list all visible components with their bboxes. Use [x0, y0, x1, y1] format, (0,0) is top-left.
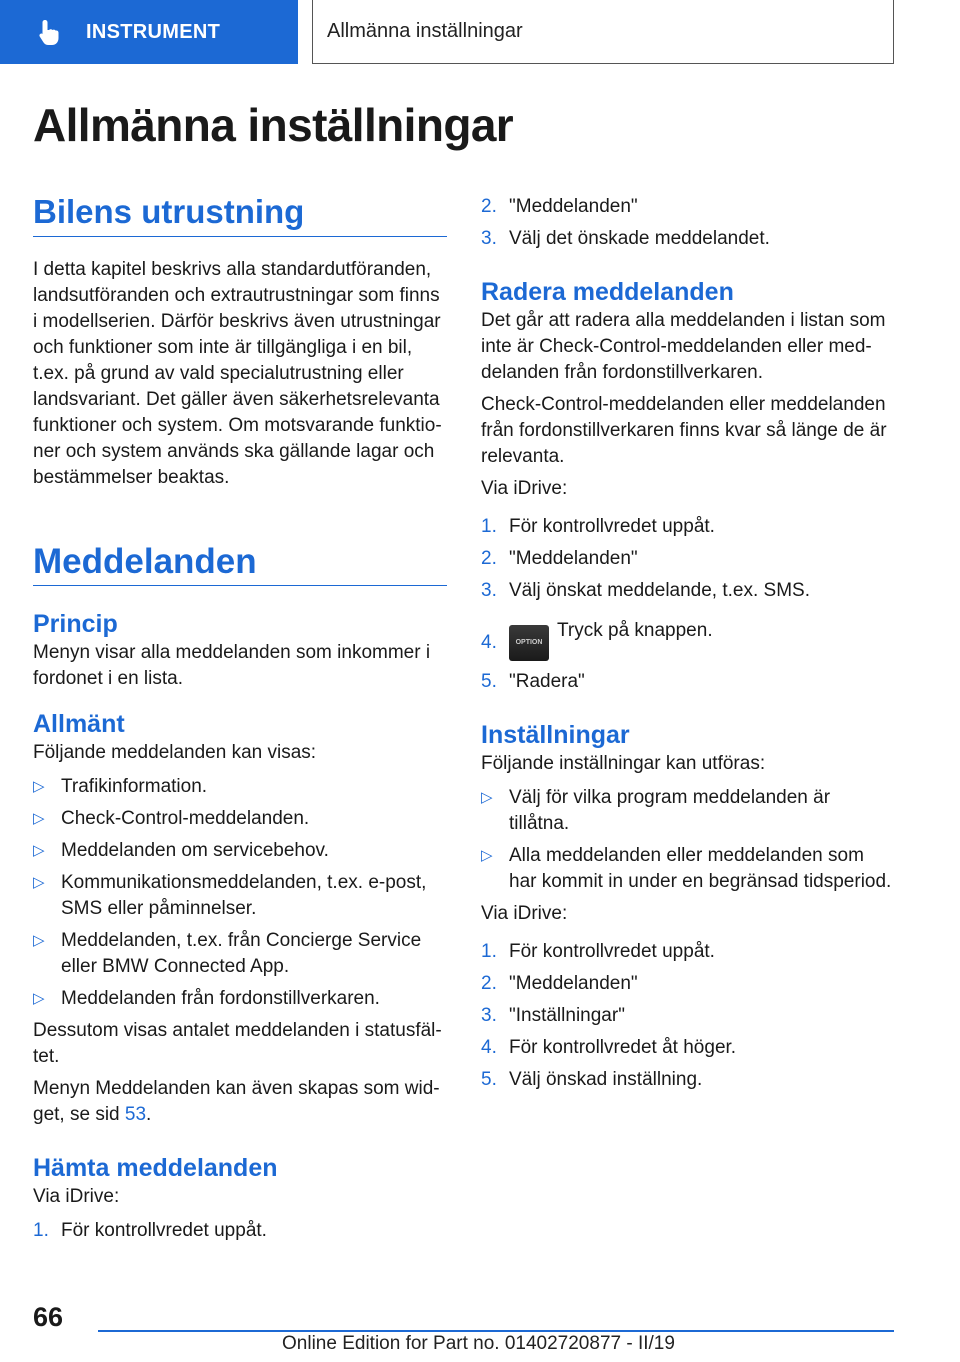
list-item: 4. OPTIONTryck på knappen.	[481, 618, 895, 661]
triangle-bullet-icon: ▷	[481, 847, 493, 864]
header-section-box	[312, 0, 894, 64]
heading-hamta-meddelanden: Hämta meddelanden	[33, 1154, 278, 1182]
left-column	[33, 190, 447, 1244]
radera-steps	[481, 514, 895, 695]
list-item: ▷ Välj för vilka program meddelanden är tillåtna.	[481, 787, 831, 834]
triangle-bullet-icon: ▷	[33, 810, 45, 827]
list-item: 1. För kontrollvredet uppåt.	[481, 516, 715, 537]
list-item: 4. För kontrollvredet åt höger.	[481, 1037, 737, 1058]
triangle-bullet-icon: ▷	[33, 990, 45, 1007]
list-item: ▷ Meddelanden från fordonstillverkaren.	[33, 986, 447, 1012]
list-item: 5. Välj önskad inställning.	[481, 1069, 703, 1090]
radera-p2: Check-Control-meddelanden eller meddelanden från fordonstillverkaren finns kvar så länge de är relevanta.	[481, 394, 887, 467]
statusfalt-text: Dessutom visas antalet meddelanden i statusfältet.	[33, 1020, 442, 1067]
list-item: 3. Välj det önskade meddelandet.	[481, 228, 770, 249]
hamta-steps	[33, 1218, 447, 1244]
footer-divider	[98, 1330, 894, 1332]
hamta-via: Via iDrive:	[33, 1186, 120, 1207]
right-column	[481, 190, 895, 1093]
list-item: 3. "Inställningar"	[481, 1005, 625, 1026]
header-tab[interactable]	[0, 0, 298, 64]
list-item: 2. "Meddelanden"	[481, 973, 638, 994]
installningar-list	[481, 785, 895, 895]
installningar-steps	[481, 939, 895, 1093]
list-item: ▷ Meddelanden om servicebehov.	[33, 838, 447, 864]
heading-allmant: Allmänt	[33, 710, 125, 738]
list-item: ▷ Alla meddelanden eller meddelanden som har kommit in under en begränsad tidsperiod.	[481, 845, 892, 892]
page-link[interactable]: 53	[124, 1104, 147, 1125]
touch-hand-icon	[34, 17, 64, 47]
installningar-via: Via iDrive:	[481, 903, 568, 924]
allmant-intro: Följande meddelanden kan visas:	[33, 742, 317, 763]
page-title: Allmänna inställningar	[33, 99, 514, 151]
header-tab-label: INSTRUMENT	[86, 20, 221, 43]
princip-body: Menyn visar alla meddelanden som inkommer i fordonet i en lista.	[33, 642, 431, 689]
triangle-bullet-icon: ▷	[33, 778, 45, 795]
widget-text: Menyn Meddelanden kan även skapas som widget, se sid 53.	[33, 1078, 440, 1125]
heading-meddelanden: Meddelanden	[33, 539, 447, 586]
list-item: 3. Välj önskat meddelande, t.ex. SMS.	[481, 580, 810, 601]
list-item: ▷ Kommunikationsmeddelanden, t.ex. e-post, SMS eller påminnelser.	[33, 872, 427, 919]
bilens-body: I detta kapitel beskrivs alla standardutföranden, landsutföranden och extrautrustningar som finns i modellserien. Därför beskrivs även utrustningar och funktioner som inte är tillgängliga i en bil, t.ex. på grund av vald specialutrustning eller landsvariant. Det gäller även säkerhetsrelevanta funktioner och system. Om motsvarande funktioner och system används ska gällande lagar och bestämmelser beaktas.	[33, 259, 442, 488]
installningar-intro: Följande inställningar kan utföras:	[481, 753, 766, 774]
triangle-bullet-icon: ▷	[33, 932, 45, 949]
list-item: ▷ Trafikinformation.	[33, 774, 447, 800]
radera-via: Via iDrive:	[481, 478, 568, 499]
heading-installningar: Inställningar	[481, 721, 630, 749]
allmant-list	[33, 774, 447, 1012]
list-item: 2. "Meddelanden"	[481, 196, 638, 217]
list-item: 1. För kontrollvredet uppåt.	[33, 1220, 267, 1241]
list-item: ▷ Meddelanden, t.ex. från Concierge Service eller BMW Connected App.	[33, 930, 422, 977]
heading-princip: Princip	[33, 610, 118, 638]
header-section-label: Allmänna inställningar	[327, 20, 523, 42]
hamta-steps-continued	[481, 194, 895, 252]
triangle-bullet-icon: ▷	[33, 874, 45, 891]
triangle-bullet-icon: ▷	[33, 842, 45, 859]
list-item: 1. För kontrollvredet uppåt.	[481, 941, 715, 962]
list-item: 2. "Meddelanden"	[481, 548, 638, 569]
option-button-icon: OPTION	[509, 625, 549, 661]
triangle-bullet-icon: ▷	[481, 789, 493, 806]
footer-edition-text: Online Edition for Part no. 01402720877 - II/19	[282, 1333, 675, 1354]
radera-p1: Det går att radera alla meddelanden i listan som inte är Check-Control-meddelanden eller meddelanden från fordonstillverkaren.	[481, 310, 886, 383]
list-item: ▷ Check-Control-meddelanden.	[33, 806, 447, 832]
page-number: 66	[33, 1302, 64, 1332]
heading-radera-meddelanden: Radera meddelanden	[481, 278, 734, 306]
heading-bilens-utrustning: Bilens utrustning	[33, 190, 447, 237]
list-item: 5. "Radera"	[481, 671, 585, 692]
